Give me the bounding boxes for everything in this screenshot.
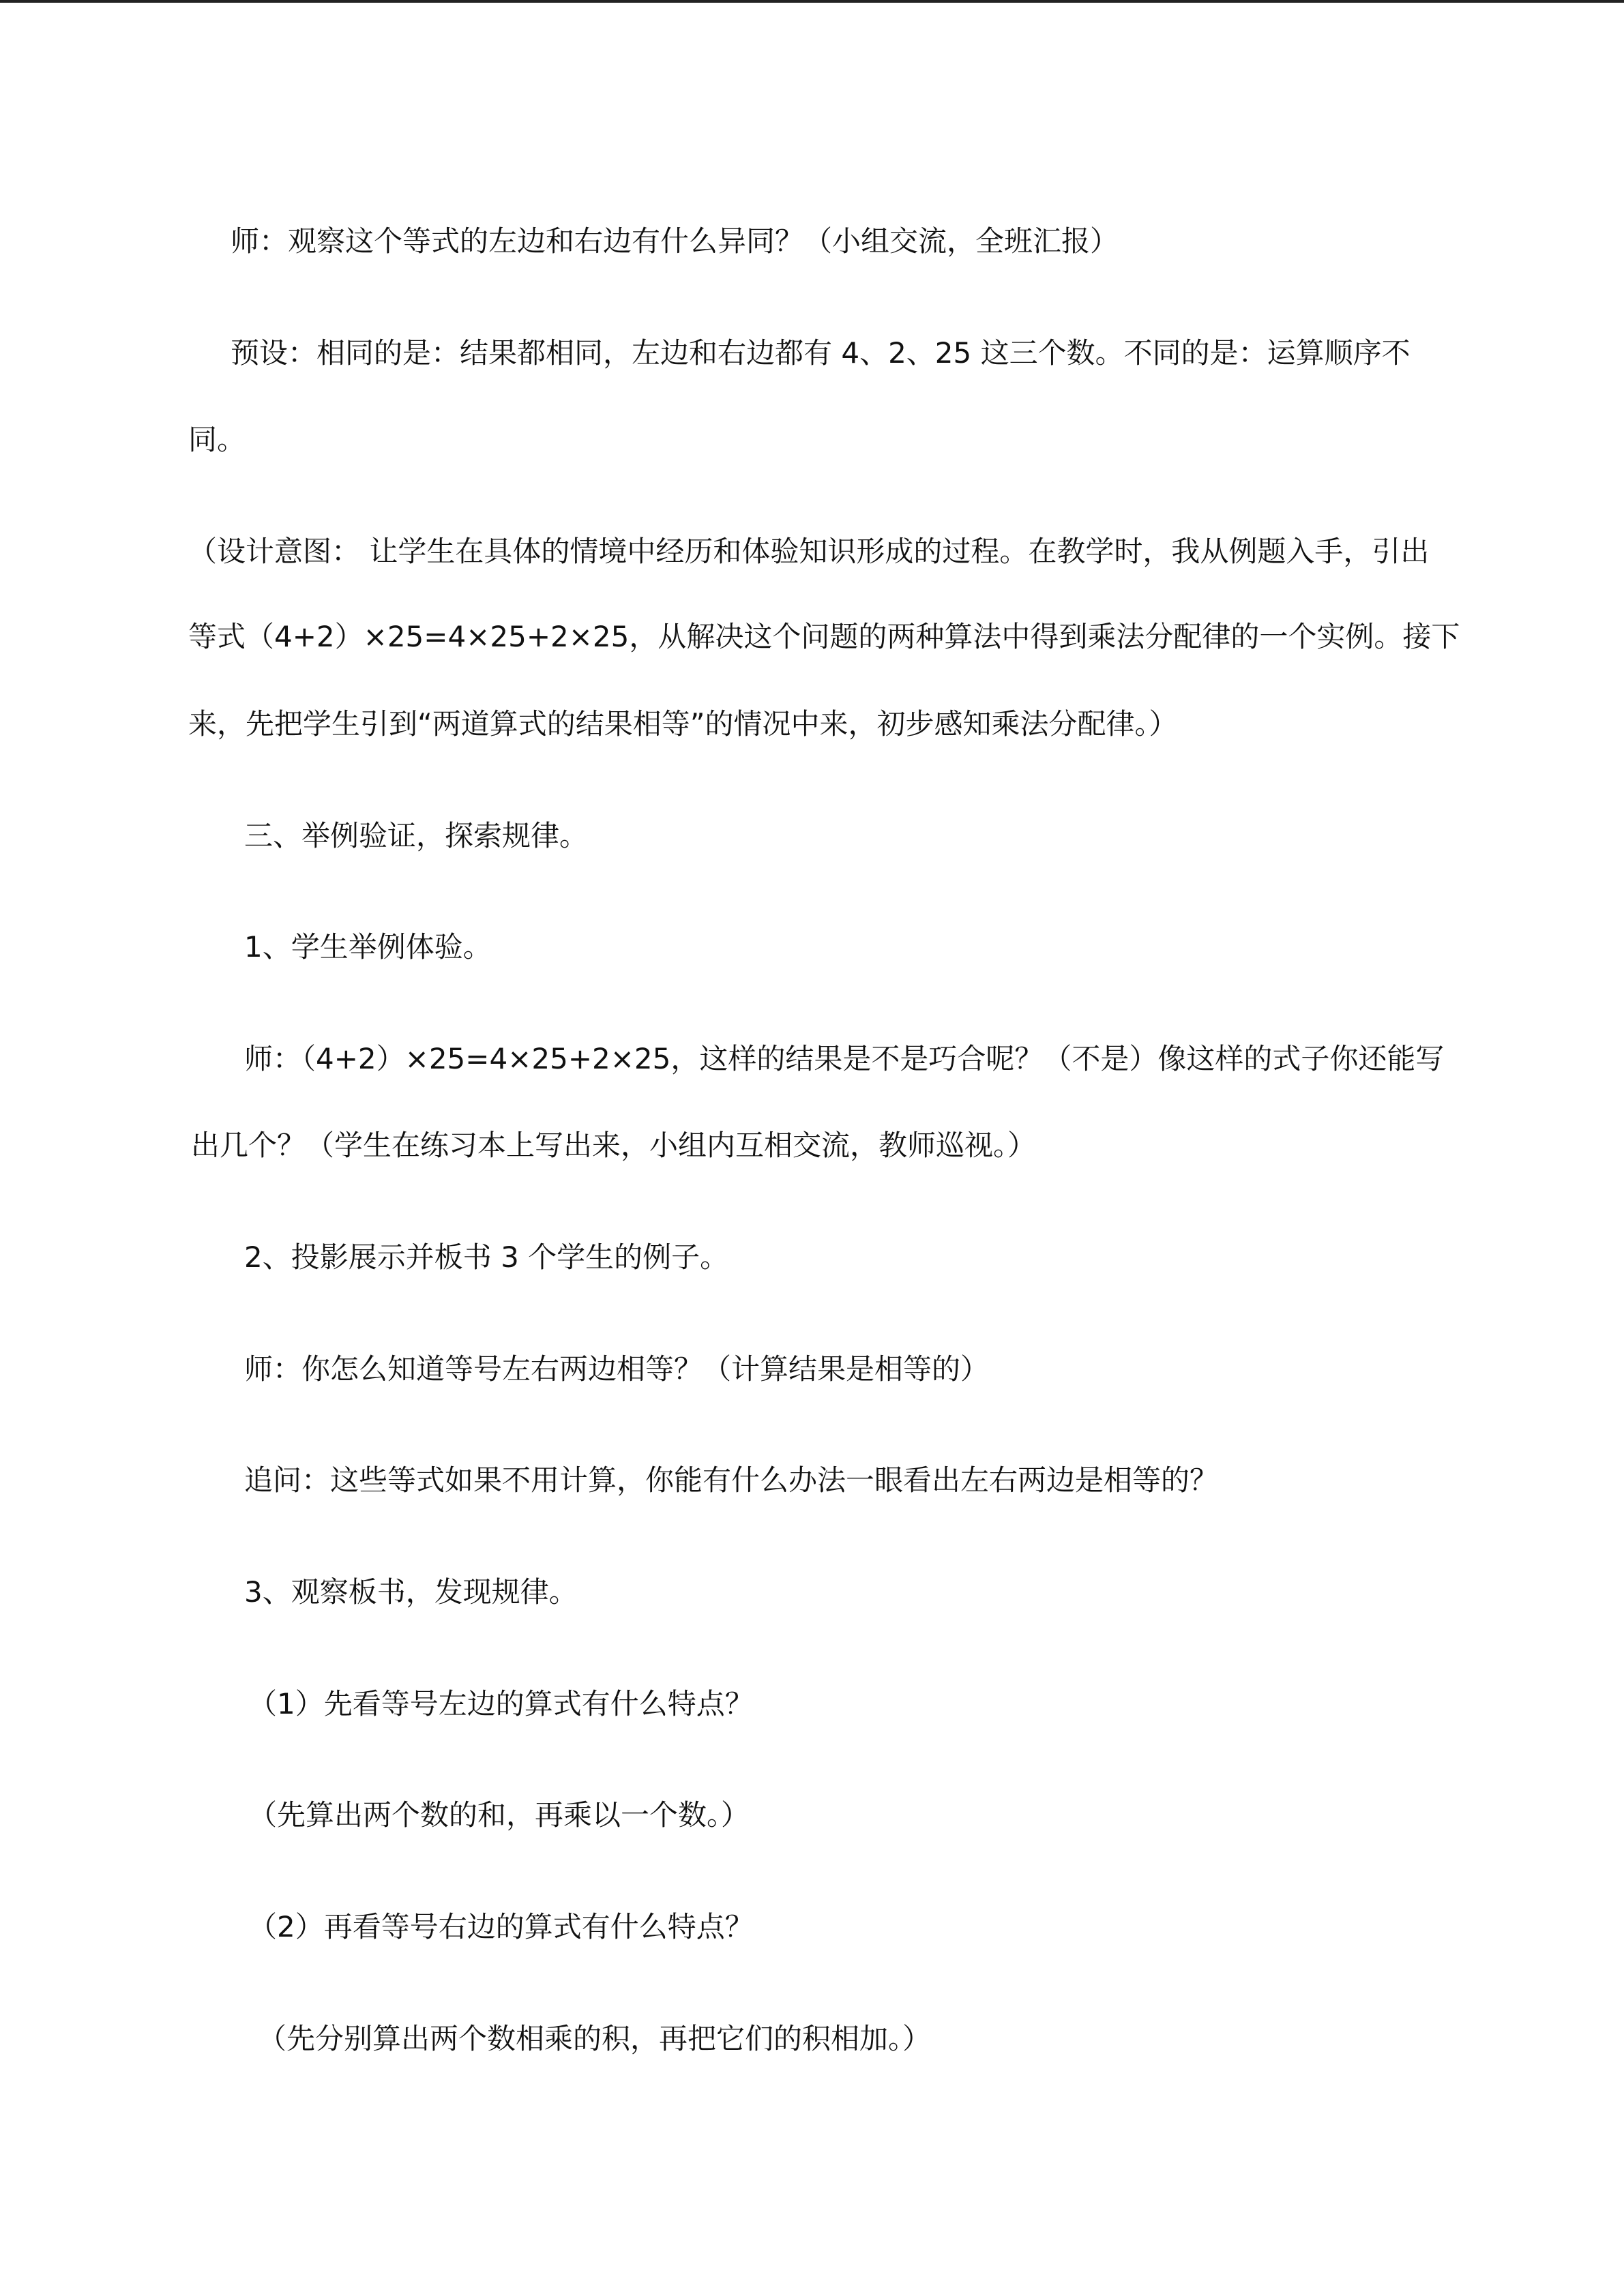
- paragraph-line-6: 来，先把学生引到“两道算式的结果相等”的情况中来，初步感知乘法分配律。）: [188, 707, 1178, 741]
- paragraph-line-13: 追问：这些等式如果不用计算，你能有什么办法一眼看出左右两边是相等的？: [244, 1463, 1219, 1497]
- paragraph-line-18: （先分别算出两个数相乘的积，再把它们的积相加。）: [258, 2022, 932, 2055]
- paragraph-line-17: （2）再看等号右边的算式有什么特点？: [248, 1910, 754, 1943]
- paragraph-line-1: 师：观察这个等式的左边和右边有什么异同？（小组交流，全班汇报）: [231, 224, 1119, 258]
- paragraph-line-5: 等式（4+2）×25=4×25+2×25，从解决这个问题的两种算法中得到乘法分配律的一个实例。接下: [188, 620, 1460, 653]
- paragraph-line-14: 3、观察板书，发现规律。: [244, 1575, 578, 1609]
- paragraph-line-15: （1）先看等号左边的算式有什么特点？: [248, 1687, 754, 1720]
- paragraph-line-3: 同。: [188, 423, 246, 456]
- paragraph-line-9: 师：（4+2）×25=4×25+2×25，这样的结果是不是巧合呢？（不是）像这样的式子你还能写: [244, 1042, 1445, 1075]
- paragraph-line-2: 预设：相同的是：结果都相同，左边和右边都有 4、2、25 这三个数。不同的是：运算顺序不: [231, 336, 1411, 370]
- paragraph-line-10: 出几个？（学生在练习本上写出来，小组内互相交流，教师巡视。）: [191, 1129, 1037, 1162]
- paragraph-line-12: 师：你怎么知道等号左右两边相等？（计算结果是相等的）: [244, 1352, 990, 1386]
- paragraph-line-16: （先算出两个数的和，再乘以一个数。）: [248, 1798, 750, 1832]
- paragraph-line-8: 1、学生举例体验。: [244, 930, 492, 964]
- top-border: [0, 0, 1624, 3]
- paragraph-line-4: （设计意图： 让学生在具体的情境中经历和体验知识形成的过程。在教学时，我从例题入手，引出: [188, 535, 1430, 568]
- paragraph-line-11: 2、投影展示并板书 3 个学生的例子。: [244, 1240, 729, 1274]
- section-heading: 三、举例验证，探索规律。: [244, 819, 589, 852]
